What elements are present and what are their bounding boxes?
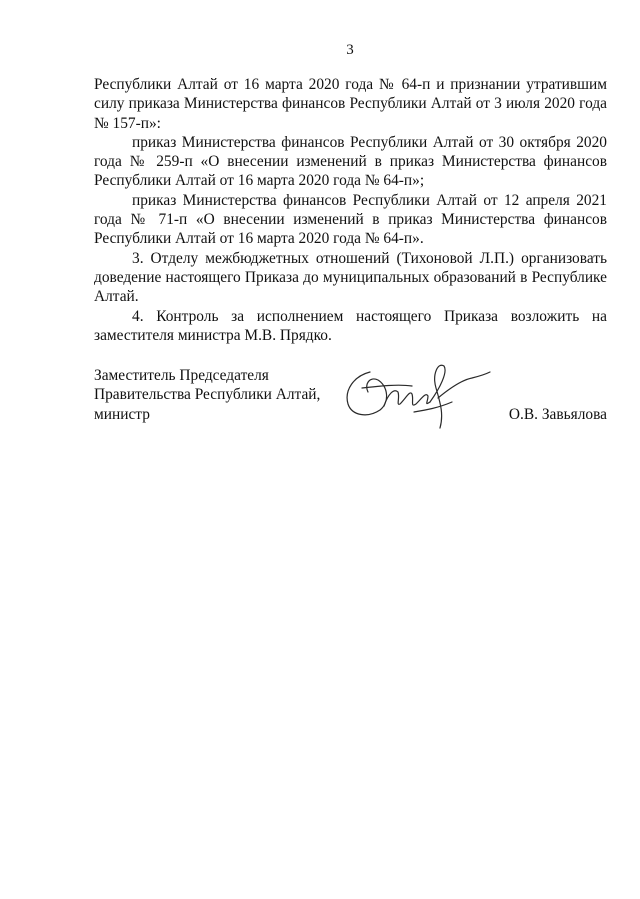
page-number: 3	[346, 42, 354, 58]
body-paragraph: приказ Министерства финансов Республики Алтай от 30 октября 2020 года № 259-п «О внесении изменений в приказ Министерства финансов Республики Алтай от 16 марта 2020 года № 64-п»;	[94, 133, 607, 190]
body-paragraph: приказ Министерства финансов Республики Алтай от 12 апреля 2021 года № 71-п «О внесении изменений в приказ Министерства финансов Республики Алтай от 16 марта 2020 года № 64-п».	[94, 191, 607, 248]
signer-position-line: министр	[94, 405, 150, 423]
body-paragraph: 3. Отделу межбюджетных отношений (Тихоновой Л.П.) организовать доведение настоящего Приказа до муниципальных образований в Республике Алтай.	[94, 249, 607, 306]
signer-position-line: Заместитель Председателя	[94, 367, 269, 384]
body-paragraph: 4. Контроль за исполнением настоящего Приказа возложить на заместителя министра М.В. Прядко.	[94, 307, 607, 344]
body-paragraph: Республики Алтай от 16 марта 2020 года № 64-п и признании утратившим силу приказа Министерства финансов Республики Алтай от 3 июля 2020 года № 157-п»:	[94, 76, 607, 132]
signer-position	[94, 366, 354, 424]
signer-position-line: Правительства Республики Алтай,	[94, 386, 321, 404]
signer-name: О.В. Завьялова	[508, 405, 607, 423]
handwritten-signature	[340, 358, 492, 436]
document-body	[94, 75, 607, 345]
signature-block	[94, 366, 607, 446]
